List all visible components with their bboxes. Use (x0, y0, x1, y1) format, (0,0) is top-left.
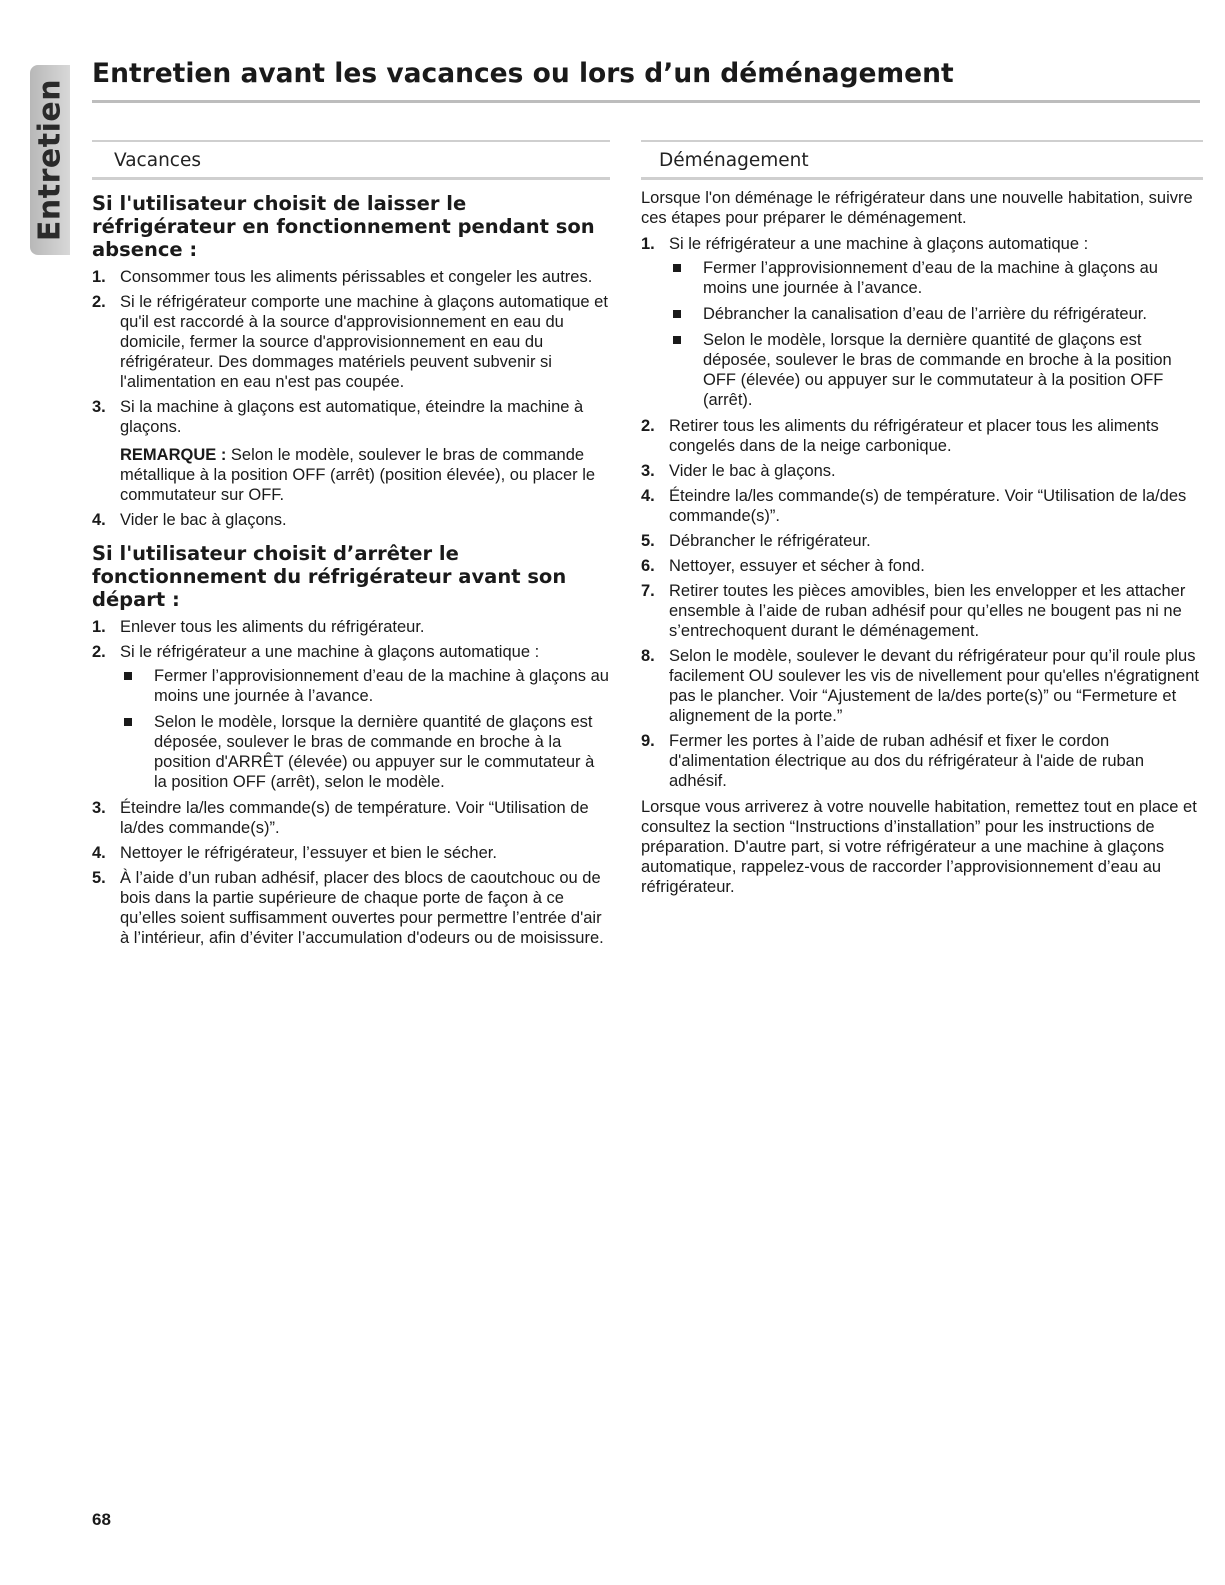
list-item (641, 646, 1203, 726)
bullet-item (669, 304, 1203, 324)
list-item (92, 642, 610, 792)
section-side-tab (30, 65, 70, 255)
step-text: Nettoyer, essuyer et sécher à fond. (669, 557, 925, 575)
step-number: 1. (92, 268, 106, 286)
bullet-list (120, 666, 610, 792)
bullet-item (120, 666, 610, 706)
step-number: 8. (641, 647, 655, 665)
page-number: 68 (92, 1510, 111, 1529)
bullet-text: Selon le modèle, lorsque la dernière quantité de glaçons est déposée, soulever le bras de commande en broche à la position d'ARRÊT (élevée) ou appuyer sur le commutateur à la position OFF (arrêt), selon le modèle. (154, 713, 595, 791)
vacances-header: Vacances (92, 140, 610, 180)
remarque-note (120, 445, 610, 505)
step-number: 4. (92, 844, 106, 862)
step-number: 2. (92, 643, 106, 661)
vacances-column (92, 140, 610, 954)
title-divider (92, 100, 1200, 103)
bullet-text: Fermer l’approvisionnement d’eau de la machine à glaçons au moins une journée à l’avance. (703, 259, 1158, 297)
list-item (641, 731, 1203, 791)
bullet-list (669, 258, 1203, 410)
step-number: 3. (92, 799, 106, 817)
list-item (92, 868, 610, 948)
step-number: 3. (92, 398, 106, 416)
step-text: Débrancher le réfrigérateur. (669, 532, 871, 550)
step-text: Consommer tous les aliments périssables et congeler les autres. (120, 268, 593, 286)
step-text: Si le réfrigérateur a une machine à glaçons automatique : (669, 235, 1089, 253)
demenagement-intro: Lorsque l'on déménage le réfrigérateur dans une nouvelle habitation, suivre ces étapes pour préparer le déménagement. (641, 189, 1193, 227)
bullet-text: Fermer l’approvisionnement d’eau de la machine à glaçons au moins une journée à l’avance. (154, 667, 609, 705)
step-text: Si le réfrigérateur comporte une machine à glaçons automatique et qu'il est raccordé à la source d'approvisionnement en eau du domicile, fermer la source d'approvisionnement en eau du réfrigérateur. Des dommages matériels peuvent subvenir si l'alimentation en eau n'est pas coupée. (120, 293, 608, 391)
step-number: 2. (641, 417, 655, 435)
list-item (641, 581, 1203, 641)
step-number: 5. (641, 532, 655, 550)
bullet-item (120, 712, 610, 792)
bullet-text: Débrancher la canalisation d’eau de l’arrière du réfrigérateur. (703, 305, 1147, 323)
square-bullet-icon (124, 718, 132, 726)
bullet-item (669, 258, 1203, 298)
vacances-steps-1 (92, 267, 610, 530)
step-text: Fermer les portes à l’aide de ruban adhésif et fixer le cordon d'alimentation électrique au dos du réfrigérateur à l'aide de ruban adhésif. (669, 732, 1145, 790)
list-item (641, 416, 1203, 456)
note-label: REMARQUE : (120, 446, 227, 464)
list-item (92, 397, 610, 505)
list-item (92, 267, 610, 287)
list-item (92, 843, 610, 863)
demenagement-steps (641, 234, 1203, 791)
side-tab-label: Entretien (32, 78, 68, 242)
bullet-item (669, 330, 1203, 410)
list-item (641, 461, 1203, 481)
vacances-subheading-2: Si l'utilisateur choisit d’arrêter le fonctionnement du réfrigérateur avant son départ : (92, 542, 567, 611)
step-number: 2. (92, 293, 106, 311)
step-text: Éteindre la/les commande(s) de température. Voir “Utilisation de la/des commande(s)”. (669, 487, 1187, 525)
note-text: Selon le modèle, soulever le bras de commande métallique à la position OFF (arrêt) (position élevée), ou placer le commutateur sur OFF. (120, 446, 596, 504)
list-item (641, 234, 1203, 410)
vacances-steps-2 (92, 617, 610, 948)
square-bullet-icon (673, 264, 681, 272)
step-number: 4. (92, 511, 106, 529)
square-bullet-icon (673, 310, 681, 318)
step-text: Retirer tous les aliments du réfrigérateur et placer tous les aliments congelés dans de la neige carbonique. (669, 417, 1159, 455)
step-text: Selon le modèle, soulever le devant du réfrigérateur pour qu’il roule plus facilement OU soulever les vis de nivellement pour qu'elles n'égratignent pas le plancher. Voir “Ajustement de la/des porte(s)” ou “Fermeture et alignement de la porte.” (669, 647, 1199, 725)
list-item (92, 798, 610, 838)
page-title: Entretien avant les vacances ou lors d’un déménagement (92, 58, 954, 89)
step-text: Nettoyer le réfrigérateur, l’essuyer et bien le sécher. (120, 844, 497, 862)
list-item (641, 556, 1203, 576)
square-bullet-icon (673, 336, 681, 344)
step-number: 1. (92, 618, 106, 636)
list-item (641, 531, 1203, 551)
step-text: Retirer toutes les pièces amovibles, bien les envelopper et les attacher ensemble à l’aide de ruban adhésif pour qu’elles ne bougent pas ni ne s’entrechoquent durant le déménagement. (669, 582, 1186, 640)
list-item (92, 292, 610, 392)
bullet-text: Selon le modèle, lorsque la dernière quantité de glaçons est déposée, soulever le bras de commande en broche à la position OFF (élevée) ou appuyer sur le commutateur à la position OFF (arrêt). (703, 331, 1172, 409)
step-text: Vider le bac à glaçons. (120, 511, 287, 529)
step-number: 9. (641, 732, 655, 750)
step-number: 7. (641, 582, 655, 600)
list-item (92, 510, 610, 530)
step-text: À l’aide d’un ruban adhésif, placer des blocs de caoutchouc ou de bois dans la partie supérieure de chaque porte de façon à ce qu’elles soient suffisamment ouvertes pour permettre l’entrée d'air à l’intérieur, afin d’éviter l’accumulation d'odeurs ou de moisissure. (120, 869, 604, 947)
step-text: Enlever tous les aliments du réfrigérateur. (120, 618, 425, 636)
vacances-subheading-1: Si l'utilisateur choisit de laisser le réfrigérateur en fonctionnement pendant son absence : (92, 192, 595, 261)
demenagement-outro: Lorsque vous arriverez à votre nouvelle habitation, remettez tout en place et consultez la section “Instructions d’installation” pour les instructions de préparation. D'autre part, si votre réfrigérateur a une machine à glaçons automatique, rappelez-vous de raccorder l’approvisionnement d’eau au réfrigérateur. (641, 798, 1197, 896)
demenagement-header: Déménagement (641, 140, 1203, 180)
step-number: 1. (641, 235, 655, 253)
step-text: Vider le bac à glaçons. (669, 462, 836, 480)
square-bullet-icon (124, 672, 132, 680)
step-number: 3. (641, 462, 655, 480)
step-number: 6. (641, 557, 655, 575)
step-number: 4. (641, 487, 655, 505)
step-number: 5. (92, 869, 106, 887)
step-text: Éteindre la/les commande(s) de température. Voir “Utilisation de la/des commande(s)”. (120, 799, 589, 837)
step-text: Si la machine à glaçons est automatique, éteindre la machine à glaçons. (120, 398, 584, 436)
demenagement-column (641, 140, 1203, 903)
list-item (641, 486, 1203, 526)
list-item (92, 617, 610, 637)
step-text: Si le réfrigérateur a une machine à glaçons automatique : (120, 643, 540, 661)
